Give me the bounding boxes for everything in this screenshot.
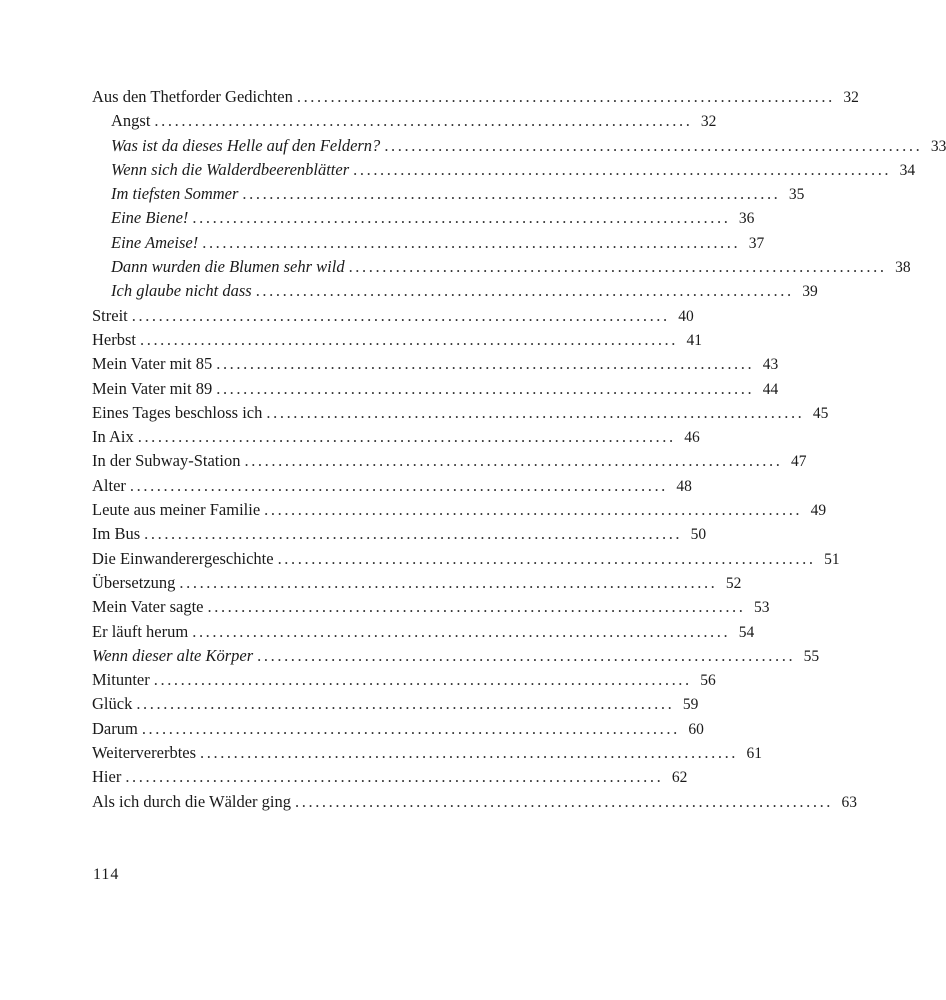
toc-entry-page: 33: [930, 137, 946, 155]
dot-leader: ................................................................................: [207, 597, 746, 617]
toc-entry: [92, 134, 946, 158]
toc-entry-title: Mitunter: [92, 670, 150, 690]
toc-entry-page: 56: [700, 672, 716, 690]
page-number: 114: [93, 866, 120, 883]
dot-leader: ................................................................................: [216, 378, 755, 398]
toc-entry-page: 53: [754, 599, 770, 617]
toc-entry: [92, 595, 770, 619]
toc-entry: [92, 182, 805, 206]
toc-entry-title: Was ist da dieses Helle auf den Feldern?: [111, 135, 381, 155]
toc-entry-page: 32: [700, 113, 717, 131]
dot-leader: ................................................................................: [154, 111, 693, 131]
toc-entry: [92, 571, 742, 595]
dot-leader: ................................................................................: [136, 694, 675, 714]
toc-entry: [92, 401, 829, 425]
toc-entry-page: 46: [684, 429, 700, 447]
toc-entry: [92, 328, 702, 352]
toc-entry-page: 52: [725, 574, 742, 592]
toc-entry-title: In Aix: [92, 427, 134, 447]
dot-leader: ................................................................................: [125, 767, 664, 787]
toc-entry: [92, 425, 700, 449]
toc-entry-page: 39: [802, 283, 818, 301]
toc-entry-title: Angst: [111, 111, 151, 131]
toc-entry-title: Ich glaube nicht dass: [111, 281, 252, 301]
dot-leader: ................................................................................: [137, 427, 676, 447]
toc-entry-page: 60: [688, 720, 704, 738]
toc-entry: [92, 109, 717, 133]
toc-entry-title: Übersetzung: [92, 572, 176, 592]
toc-entry-page: 32: [843, 89, 859, 106]
toc-entry: [92, 231, 765, 255]
dot-leader: ................................................................................: [141, 718, 680, 738]
toc-entry-title: Hier: [92, 767, 122, 787]
dot-leader: ................................................................................: [295, 791, 834, 811]
toc-entry-page: 49: [810, 502, 827, 520]
toc-entry: [92, 644, 820, 668]
toc-entry-title: In der Subway-Station: [92, 451, 241, 471]
dot-leader: ................................................................................: [257, 645, 796, 665]
toc-entry-title: Eine Ameise!: [111, 232, 199, 252]
table-of-contents: [92, 85, 946, 814]
toc-entry-page: 47: [790, 453, 807, 471]
dot-leader: ................................................................................: [353, 159, 892, 179]
toc-entry-page: 38: [895, 259, 911, 277]
dot-leader: ................................................................................: [129, 475, 668, 495]
toc-entry-page: 34: [899, 161, 916, 179]
toc-entry: [92, 741, 763, 765]
toc-entry-page: 61: [746, 745, 763, 763]
toc-entry-title: Als ich durch die Wälder ging: [92, 791, 292, 811]
toc-entry-title: Mein Vater mit 89: [92, 378, 213, 398]
toc-entry-title: Im Bus: [92, 524, 141, 544]
toc-entry-page: 54: [738, 623, 755, 641]
toc-entry-title: Alter: [92, 475, 126, 495]
toc-entry-title: Aus den Thetforder Gedichten: [92, 87, 293, 106]
toc-entry-title: Eine Biene!: [111, 208, 189, 228]
toc-entry-page: 50: [690, 526, 707, 544]
toc-entry: [92, 765, 688, 789]
toc-entry-page: 48: [676, 477, 692, 495]
dot-leader: ................................................................................: [277, 548, 816, 568]
toc-entry: [92, 498, 827, 522]
dot-leader: ................................................................................: [192, 621, 731, 641]
toc-entry-page: 43: [762, 356, 779, 374]
toc-entry: [92, 717, 704, 741]
toc-entry-page: 45: [812, 404, 829, 422]
toc-entry-title: Weitervererbtes: [92, 743, 197, 763]
dot-leader: ................................................................................: [242, 184, 781, 204]
toc-entry-title: Die Einwanderergeschichte: [92, 548, 274, 568]
toc-entry-title: Im tiefsten Sommer: [111, 184, 239, 204]
toc-entry-title: Eines Tages beschloss ich: [92, 402, 263, 422]
toc-entry-title: Leute aus meiner Familie: [92, 500, 261, 520]
toc-entry-page: 59: [682, 696, 699, 714]
toc-entry-page: 44: [762, 380, 779, 398]
dot-leader: ................................................................................: [266, 402, 805, 422]
toc-entry: [92, 692, 699, 716]
toc-entry: [92, 85, 859, 109]
toc-entry-page: 62: [671, 769, 688, 787]
toc-entry: [92, 474, 692, 498]
toc-entry-title: Wenn dieser alte Körper: [92, 645, 254, 665]
toc-entry: [92, 255, 911, 279]
toc-entry-title: Mein Vater sagte: [92, 597, 204, 617]
dot-leader: ................................................................................: [131, 305, 670, 325]
toc-entry-page: 55: [803, 647, 820, 665]
toc-entry-title: Glück: [92, 694, 133, 714]
dot-leader: ................................................................................: [384, 135, 923, 155]
toc-entry-page: 40: [678, 307, 694, 325]
dot-leader: ................................................................................: [200, 743, 739, 763]
dot-leader: ................................................................................: [348, 257, 887, 277]
dot-leader: ................................................................................: [140, 329, 678, 349]
toc-entry: [92, 377, 779, 401]
dot-leader: ................................................................................: [244, 451, 783, 471]
toc-entry: [92, 790, 858, 814]
toc-entry-title: Dann wurden die Blumen sehr wild: [111, 257, 345, 277]
toc-entry-page: 35: [788, 186, 805, 204]
toc-entry-page: 36: [738, 210, 755, 228]
toc-entry-title: Wenn sich die Walderdbeerenblätter: [111, 159, 350, 179]
toc-entry: [92, 522, 707, 546]
dot-leader: ................................................................................: [153, 670, 692, 690]
dot-leader: ................................................................................: [255, 281, 794, 301]
toc-entry: [92, 279, 818, 303]
toc-entry: [92, 206, 755, 230]
toc-entry-page: 51: [824, 550, 840, 568]
toc-entry-title: Herbst: [92, 329, 136, 349]
toc-entry: [92, 352, 779, 376]
toc-entry: [92, 158, 916, 182]
toc-entry-title: Darum: [92, 718, 138, 738]
toc-entry-page: 37: [748, 234, 765, 252]
dot-leader: ................................................................................: [179, 572, 718, 592]
toc-entry-title: Mein Vater mit 85: [92, 354, 213, 374]
dot-leader: ................................................................................: [216, 354, 755, 374]
toc-entry-title: Er läuft herum: [92, 621, 189, 641]
dot-leader: ................................................................................: [144, 524, 683, 544]
toc-entry: [92, 547, 840, 571]
dot-leader: ................................................................................: [264, 500, 803, 520]
toc-entry: [92, 449, 807, 473]
dot-leader: ................................................................................: [192, 208, 731, 228]
toc-entry-page: 63: [841, 793, 858, 811]
toc-entry: [92, 668, 716, 692]
toc-entry: [92, 620, 755, 644]
toc-entry: [92, 304, 694, 328]
dot-leader: ................................................................................: [202, 232, 741, 252]
toc-entry-page: 41: [686, 331, 702, 349]
toc-entry-title: Streit: [92, 305, 128, 325]
dot-leader: ................................................................................: [296, 87, 835, 106]
